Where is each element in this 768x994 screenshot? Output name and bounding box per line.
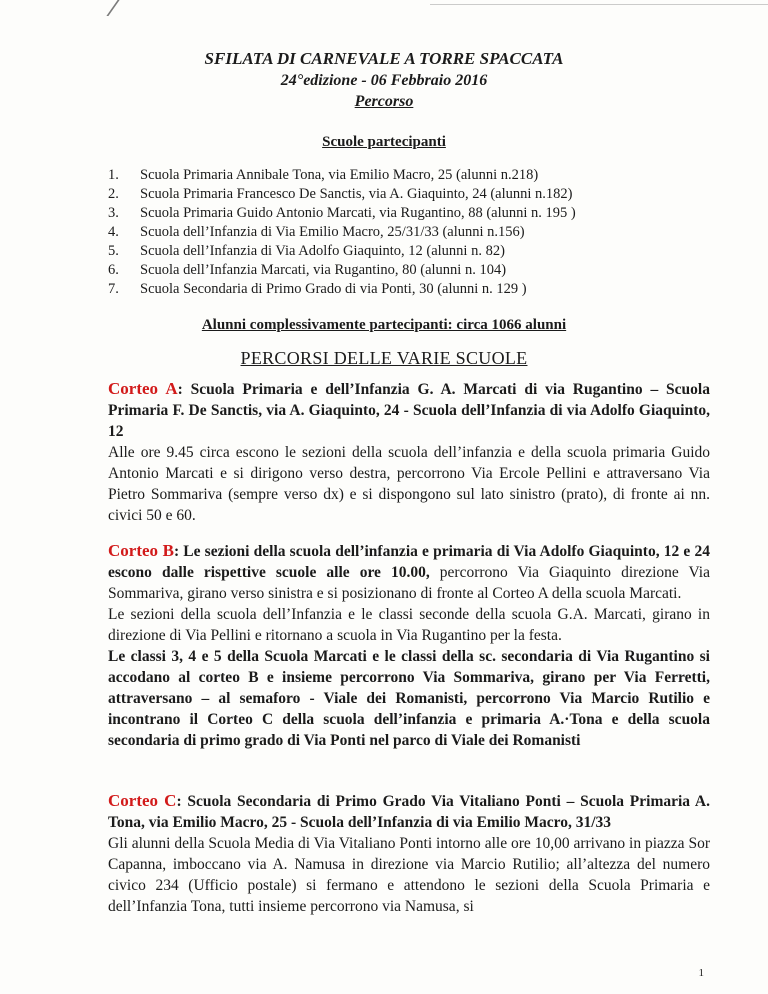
list-item: 1. Scuola Primaria Annibale Tona, via Emilio Macro, 25 (alunni n.218) <box>108 167 539 183</box>
corteo-b-label: Corteo B <box>108 541 174 560</box>
corteo-b-section <box>108 540 710 751</box>
corteo-a-heading: : Scuola Primaria e dell’Infanzia G. A. Marcati di via Rugantino – Scuola Primaria F. De Sanctis, via A. Giaquinto, 24 - Scuola dell’Infanzia di via Adolfo Giaquinto, 12 <box>108 381 710 440</box>
corteo-c-section <box>108 790 710 917</box>
list-item: 7. Scuola Secondaria di Primo Grado di via Ponti, 30 (alunni n. 129 ) <box>108 281 527 297</box>
schools-heading: Scuole partecipanti <box>322 134 446 150</box>
list-item: 4. Scuola dell’Infanzia di Via Emilio Macro, 25/31/33 (alunni n.156) <box>108 224 525 240</box>
document-subtitle: 24°edizione - 06 Febbraio 2016 <box>280 72 488 89</box>
corteo-b-body-2: Le sezioni della scuola dell’Infanzia e le classi seconde della scuola G.A. Marcati, girano in direzione di Via Pellini e ritornano a scuola in Via Rugantino per la festa. <box>108 606 710 644</box>
corteo-a-section <box>108 378 710 526</box>
corteo-c-body: Gli alunni della Scuola Media di Via Vitaliano Ponti intorno alle ore 10,00 arrivano in piazza Sor Capanna, imboccano via A. Namusa in direzione via Marcio Rutilio; all’altezza del numero civico 234 (Ufficio postale) si fermano e attendono le sezioni della Scuola Primaria e dell’Infanzia Tona, tutti insieme percorrono via Namusa, si <box>108 835 710 915</box>
corteo-b-body-1: percorrono Via Giaquinto direzione Via Sommariva, girano verso sinistra e si posizionano di fronte al Corteo A della scuola Marcati. <box>108 564 710 602</box>
corteo-b-heading: : Le sezioni della scuola dell’infanzia e primaria di Via Adolfo Giaquinto, 12 e 24 escono dalle rispettive scuole alle ore 10.00, <box>108 543 710 581</box>
total-students: Alunni complessivamente partecipanti: circa 1066 alunni <box>201 317 567 333</box>
page-number: 1 <box>698 967 704 979</box>
scan-edge-line <box>430 4 768 5</box>
corteo-c-heading: : Scuola Secondaria di Primo Grado Via Vitaliano Ponti – Scuola Primaria A. Tona, via Emilio Macro, 25 - Scuola dell’Infanzia di via Emilio Macro, 31/33 <box>108 793 710 831</box>
routes-heading: PERCORSI DELLE VARIE SCUOLE <box>240 348 528 368</box>
corteo-a-body: Alle ore 9.45 circa escono le sezioni della scuola dell’infanzia e della scuola primaria Guido Antonio Marcati e si dirigono verso destra, percorrono Via Ercole Pellini e attraversano Via Pietro Sommariva (sempre verso dx) e si dispongono sul lato sinistro (prato), di fronte ai nn. civici 50 e 60. <box>108 444 710 524</box>
corteo-a-label: Corteo A <box>108 379 178 398</box>
scan-mark <box>80 0 119 16</box>
list-item: 3. Scuola Primaria Guido Antonio Marcati, via Rugantino, 88 (alunni n. 195 ) <box>108 205 576 221</box>
corteo-c-label: Corteo C <box>108 791 177 810</box>
school-list <box>108 166 576 299</box>
document-header <box>0 48 768 112</box>
corteo-b-body-3: Le classi 3, 4 e 5 della Scuola Marcati e le classi della sc. secondaria di Via Rugantino si accodano al corteo B e insieme percorrono Via Sommariva, girano per Via Ferretti, attraversano – al semaforo - Viale dei Romanisti, percorrono Via Marcio Rutilio e incontrano il Corteo C della scuola dell’infanzia e primaria A.·Tona e della scuola secondaria di primo grado di Via Ponti nel parco di Viale dei Romanisti <box>108 648 710 749</box>
list-item: 6. Scuola dell’Infanzia Marcati, via Rugantino, 80 (alunni n. 104) <box>108 262 507 278</box>
list-item: 2. Scuola Primaria Francesco De Sanctis, via A. Giaquinto, 24 (alunni n.182) <box>108 186 573 202</box>
document-title: SFILATA DI CARNEVALE A TORRE SPACCATA <box>204 49 564 68</box>
list-item: 5. Scuola dell’Infanzia di Via Adolfo Giaquinto, 12 (alunni n. 82) <box>108 243 505 259</box>
route-label: Percorso <box>354 93 414 110</box>
